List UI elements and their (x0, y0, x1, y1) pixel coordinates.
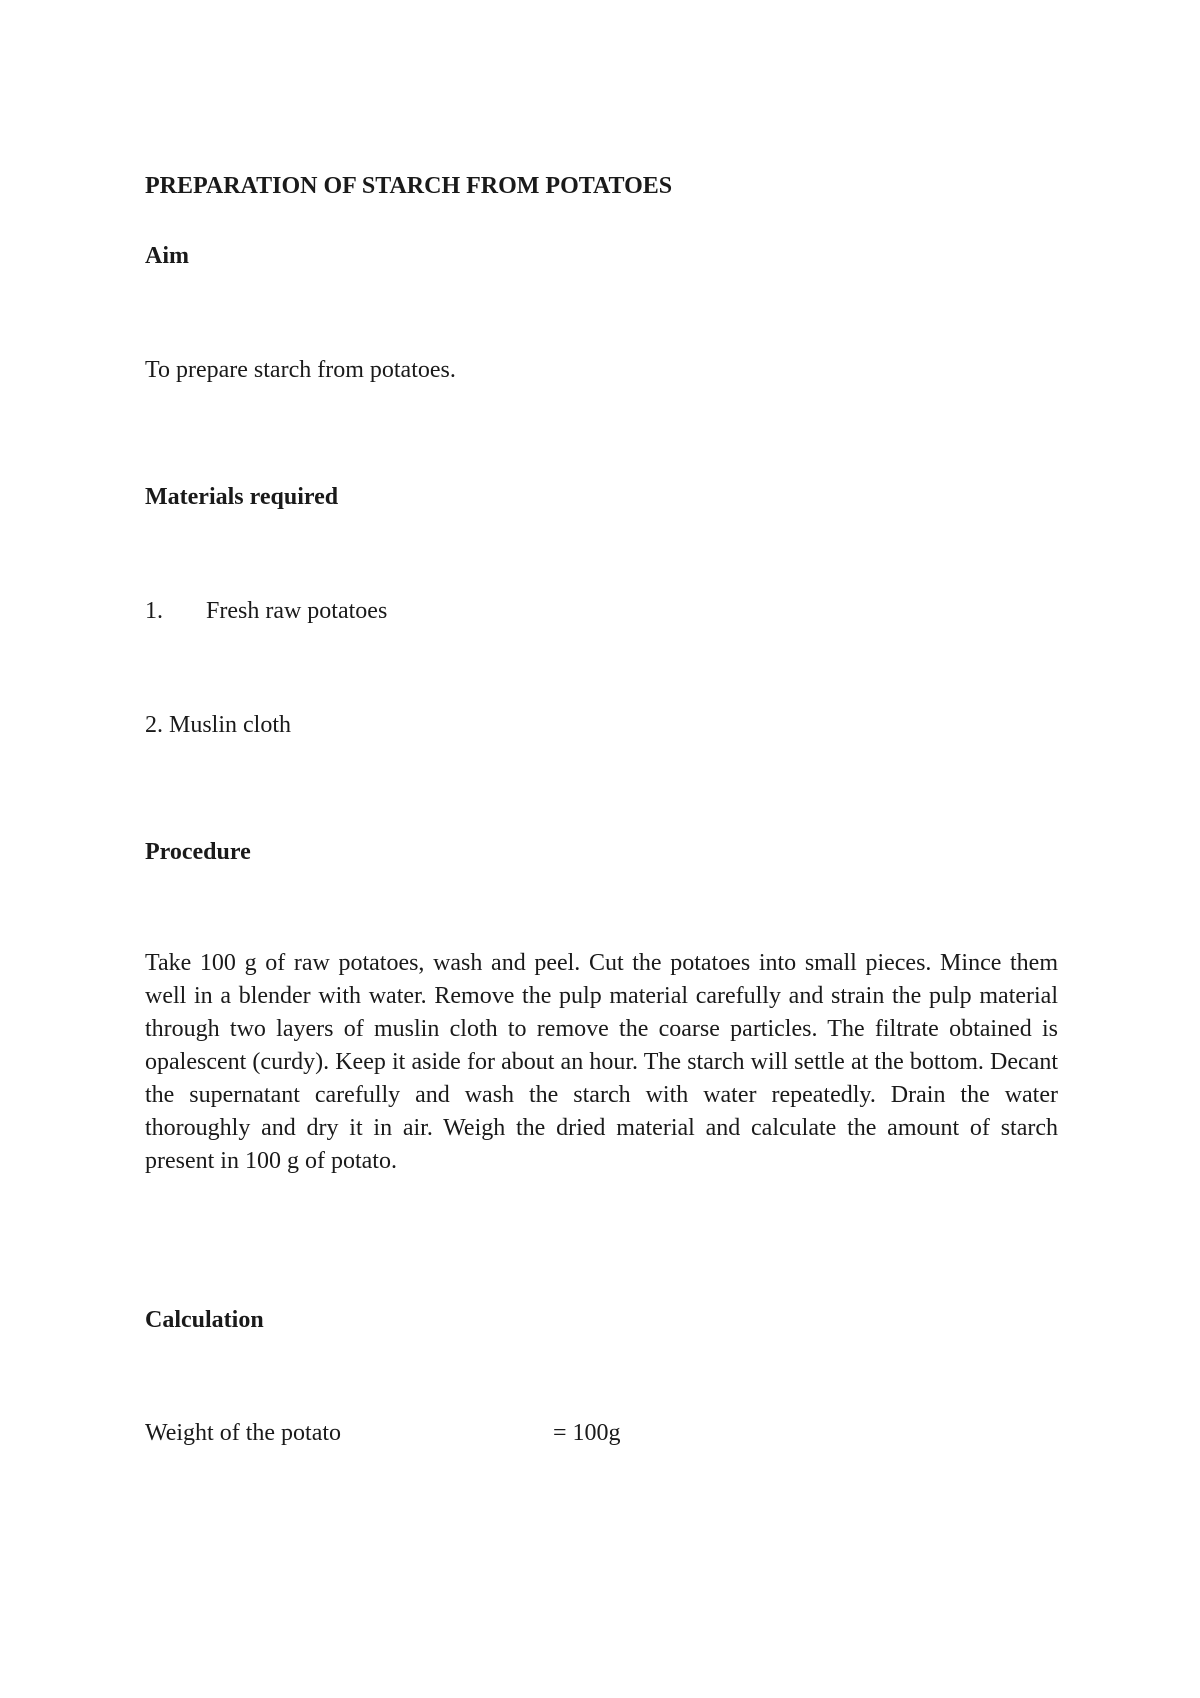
calculation-value: = 100g (553, 1420, 621, 1446)
procedure-heading: Procedure (145, 839, 251, 865)
materials-heading: Materials required (145, 484, 339, 510)
list-item-text: Fresh raw potatoes (206, 598, 388, 624)
calculation-label: Weight of the potato (145, 1420, 342, 1446)
aim-heading: Aim (145, 243, 189, 269)
materials-item-1 (145, 595, 387, 628)
aim-text: To prepare starch from potatoes. (145, 357, 456, 383)
list-number: 2. (145, 712, 163, 738)
list-item-text: Muslin cloth (169, 712, 292, 738)
calculation-row (145, 1417, 621, 1450)
calculation-heading: Calculation (145, 1307, 264, 1333)
list-number: 1. (145, 598, 163, 624)
materials-item-2 (145, 709, 291, 742)
procedure-text: Take 100 g of raw potatoes, wash and peel. Cut the potatoes into small pieces. Mince them well in a blender with water. Remove the pulp material carefully and strain the pulp material through two layers of muslin cloth to remove the coarse particles. The filtrate obtained is opalescent (curdy). Keep it aside for about an hour. The starch will settle at the bottom. Decant the supernatant carefully and wash the starch with water repeatedly. Drain the water thoroughly and dry it in air. Weigh the dried material and calculate the amount of starch present in 100 g of potato. (145, 950, 1058, 1174)
document-title: PREPARATION OF STARCH FROM POTATOES (145, 173, 673, 199)
